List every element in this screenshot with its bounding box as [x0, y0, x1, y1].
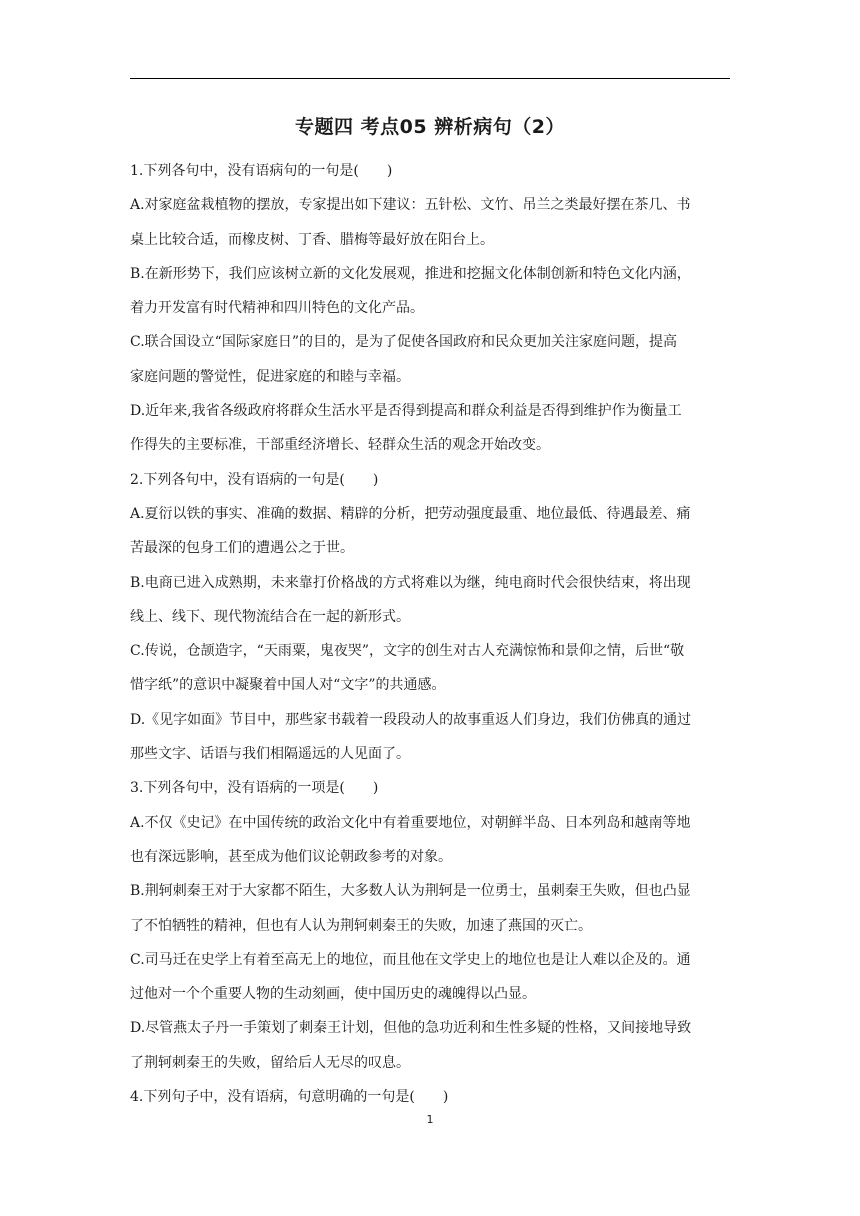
text-line: 3.下列各句中，没有语病的一项是( ) — [130, 780, 379, 797]
text-line: 4.下列句子中，没有语病，句意明确的一句是( ) — [130, 1089, 449, 1106]
text-line: C.传说，仓颉造字，“天雨粟，鬼夜哭”，文字的创生对古人充满惊怖和景仰之情，后世“敬 — [130, 643, 685, 660]
text-block — [130, 154, 730, 1114]
text-line: A.不仅《史记》在中国传统的政治文化中有着重要地位，对朝鲜半岛、日本列岛和越南等地 — [130, 814, 691, 831]
text-line: 过他对一个个重要人物的生动刻画，使中国历史的魂魄得以凸显。 — [130, 986, 536, 1003]
text-line: A.对家庭盆栽植物的摆放，专家提出如下建议：五针松、文竹、吊兰之类最好摆在茶几、书 — [130, 197, 691, 214]
text-line: 苦最深的包身工们的遭遇公之于世。 — [130, 540, 354, 557]
text-line: 了不怕牺牲的精神，但也有人认为荆轲刺秦王的失败，加速了燕国的灭亡。 — [130, 917, 592, 934]
header-rule — [130, 78, 730, 79]
text-line: B.在新形势下，我们应该树立新的文化发展观，推进和挖掘文化体制创新和特色文化内涵， — [130, 265, 691, 282]
text-line: D.近年来,我省各级政府将群众生活水平是否得到提高和群众利益是否得到维护作为衡量工 — [130, 403, 682, 420]
text-line: 了荆轲刺秦王的失败，留给后人无尽的叹息。 — [130, 1054, 410, 1071]
text-line: D.尽管燕太子丹一手策划了刺秦王计划，但他的急功近利和生性多疑的性格，又间接地导致 — [130, 1020, 692, 1037]
document-body — [130, 154, 730, 1114]
text-line: 2.下列各句中，没有语病的一句是( ) — [130, 471, 379, 488]
text-line: 家庭问题的警觉性，促进家庭的和睦与幸福。 — [130, 368, 410, 385]
text-line: B.荆轲刺秦王对于大家都不陌生，大多数人认为荆轲是一位勇士，虽刺秦王失败，但也凸显 — [130, 883, 691, 900]
text-line: 也有深远影响，甚至成为他们议论朝政参考的对象。 — [130, 848, 452, 865]
text-line: 桌上比较合适，而橡皮树、丁香、腊梅等最好放在阳台上。 — [130, 231, 494, 248]
page-number: 1 — [426, 1113, 434, 1126]
page-title: 专题四 考点05 辨析病句（2） — [295, 116, 565, 138]
text-line: 惜字纸”的意识中凝聚着中国人对“文字”的共通感。 — [130, 677, 446, 694]
text-line: 那些文字、话语与我们相隔遥远的人见面了。 — [130, 746, 410, 763]
text-line: D.《见字如面》节目中，那些家书载着一段段动人的故事重返人们身边，我们仿佛真的通过 — [130, 711, 692, 728]
text-line: 线上、线下、现代物流结合在一起的新形式。 — [130, 608, 410, 625]
text-line: 1.下列各句中，没有语病句的一句是( ) — [130, 163, 393, 179]
text-line: C.联合国设立“国际家庭日”的目的，是为了促使各国政府和民众更加关注家庭问题，提高 — [130, 334, 677, 351]
text-line: C.司马迁在史学上有着至高无上的地位，而且他在文学史上的地位也是让人难以企及的。通 — [130, 951, 691, 968]
text-line: B.电商已进入成熟期，未来靠打价格战的方式将难以为继，纯电商时代会很快结束，将出现 — [130, 574, 691, 591]
text-line: 作得失的主要标准，干部重经济增长、轻群众生活的观念开始改变。 — [130, 437, 550, 454]
text-line: 着力开发富有时代精神和四川特色的文化产品。 — [130, 300, 424, 317]
text-line: A.夏衍以铁的事实、准确的数据、精辟的分析，把劳动强度最重、地位最低、待遇最差、痛 — [130, 505, 691, 522]
